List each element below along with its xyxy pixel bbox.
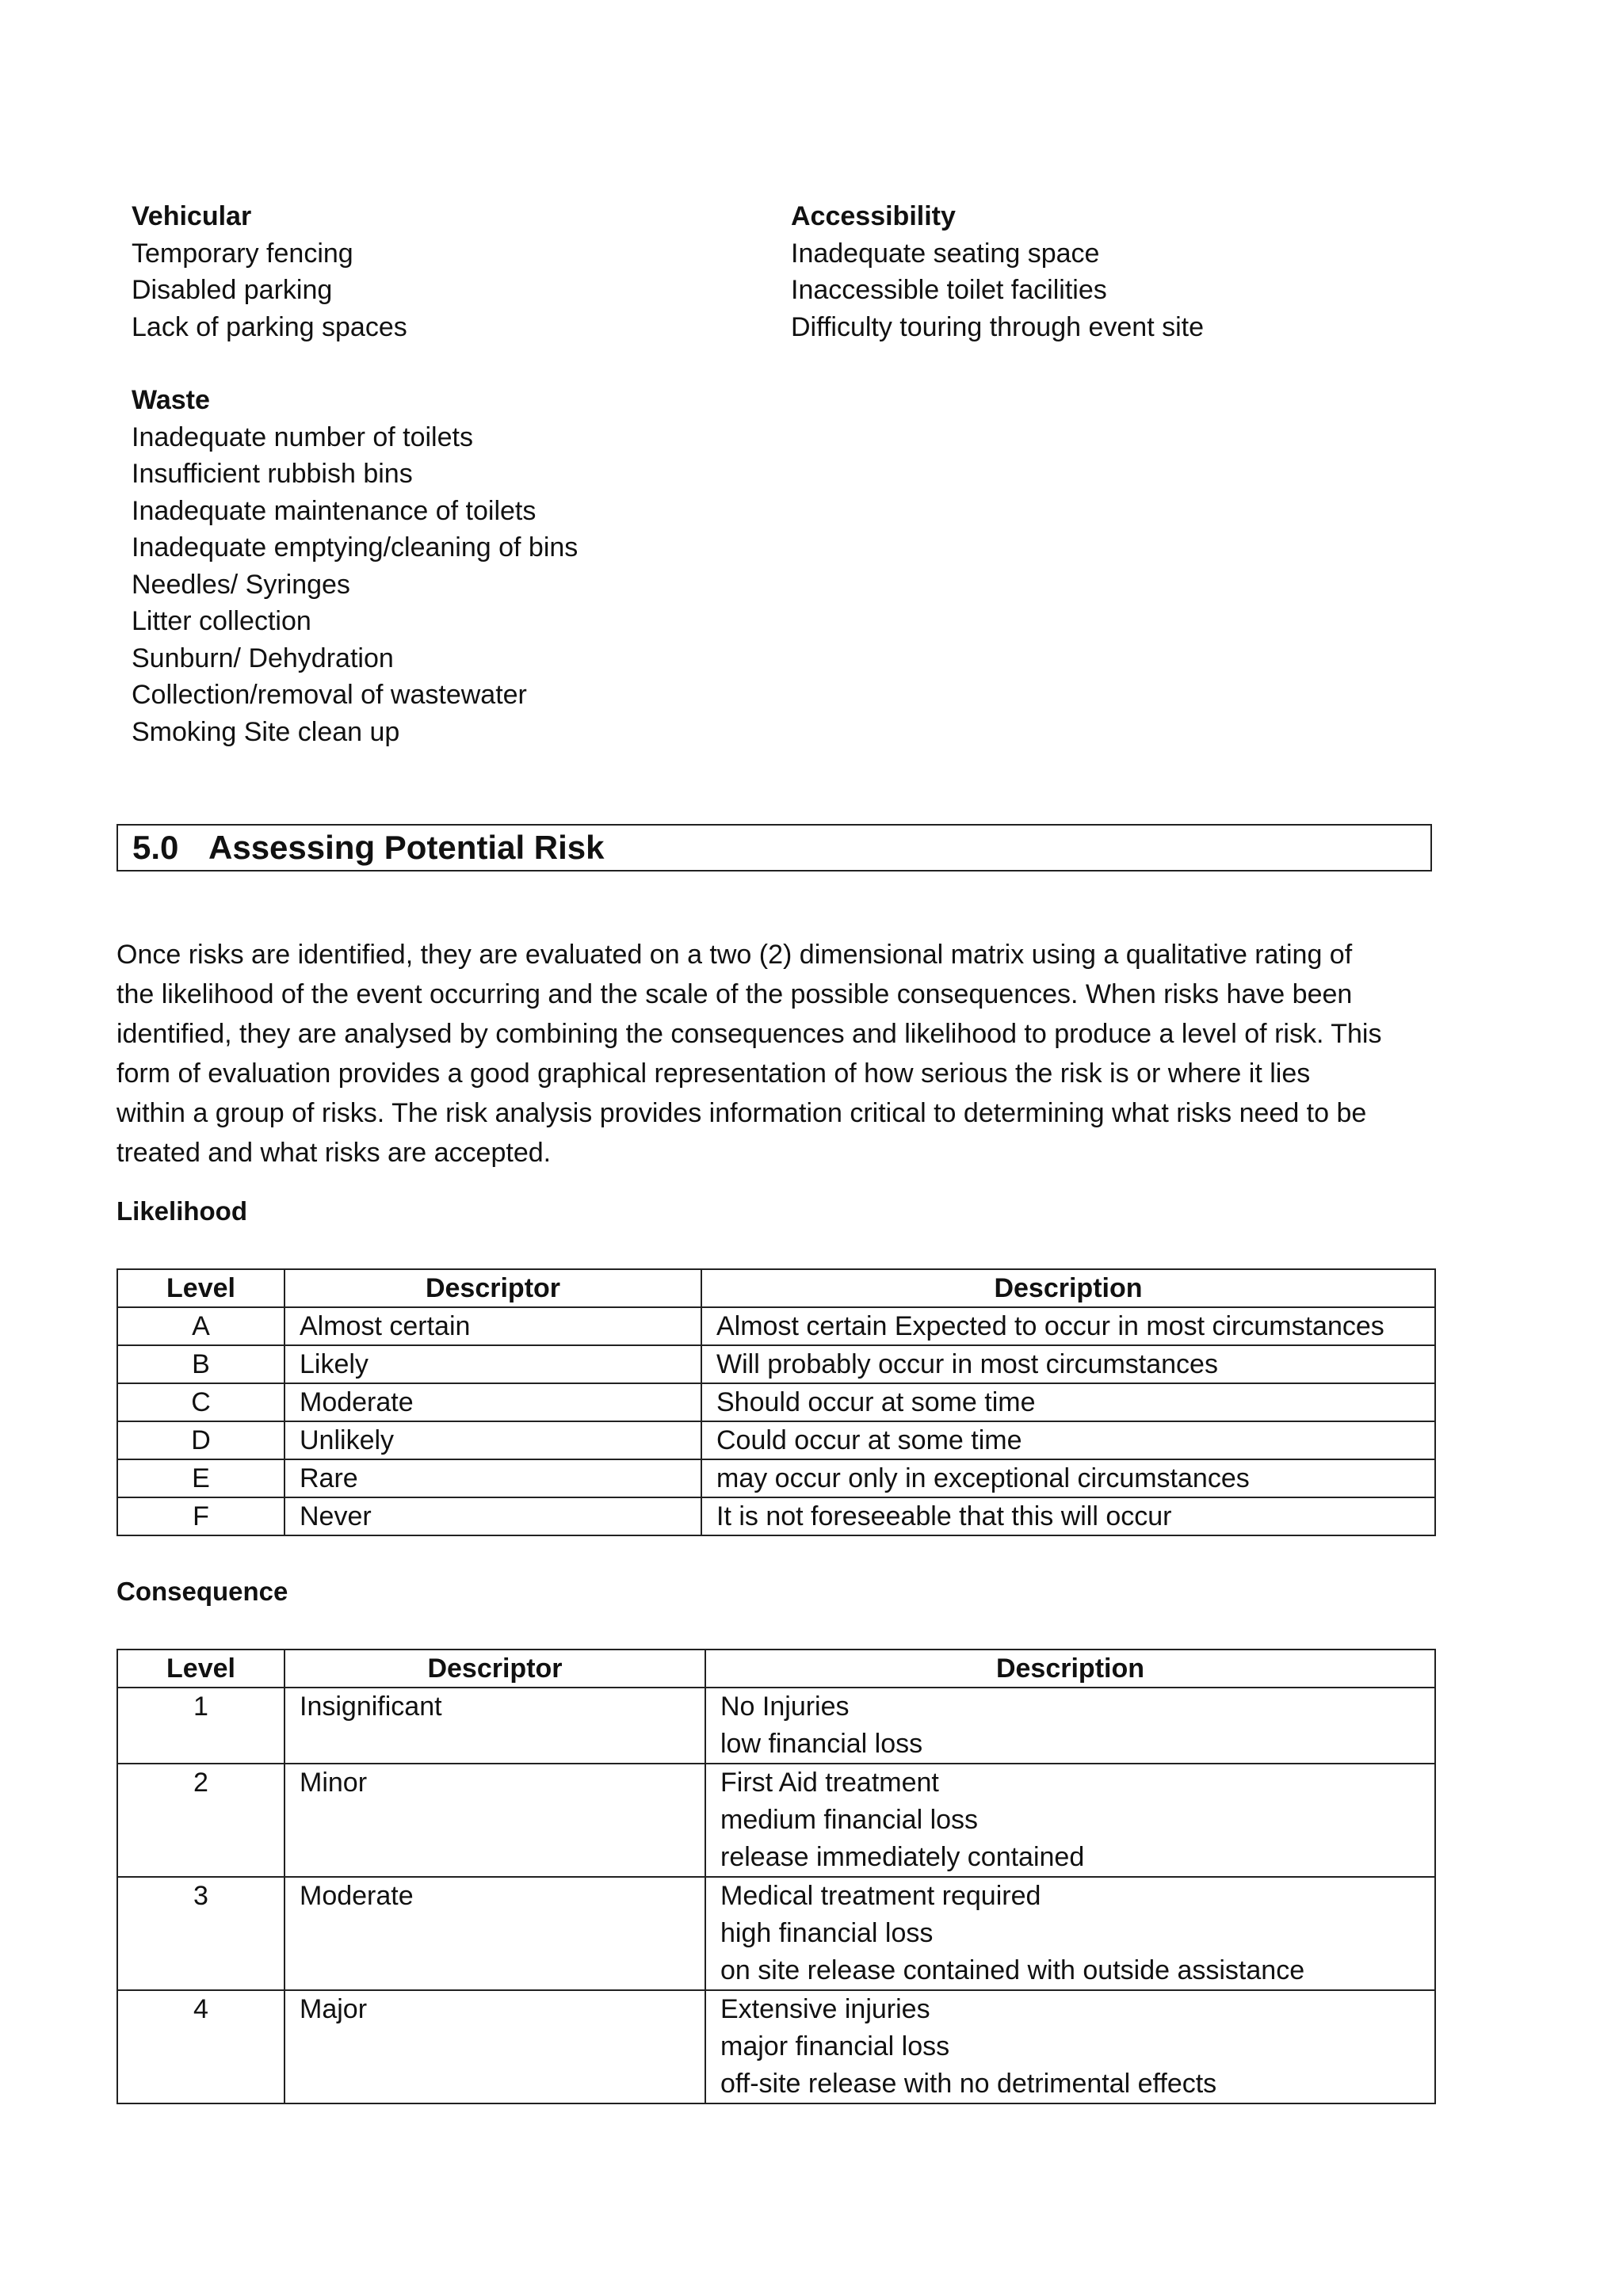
list-item: Needles/ Syringes bbox=[132, 569, 350, 600]
description-cell: Should occur at some time bbox=[701, 1383, 1435, 1421]
intro-paragraph bbox=[116, 935, 1448, 1173]
table-row bbox=[117, 1307, 1435, 1345]
section-heading-box bbox=[116, 824, 1432, 871]
descriptor-cell: Almost certain bbox=[285, 1307, 701, 1345]
column-header-description: Description bbox=[705, 1650, 1435, 1688]
consequence-table bbox=[116, 1649, 1436, 2104]
description-line: First Aid treatment bbox=[720, 1768, 939, 1798]
description-cell: Could occur at some time bbox=[701, 1421, 1435, 1459]
description-cell: Will probably occur in most circumstances bbox=[701, 1345, 1435, 1383]
likelihood-heading: Likelihood bbox=[116, 1196, 247, 1226]
level-cell: B bbox=[117, 1345, 285, 1383]
table-row bbox=[117, 1459, 1435, 1497]
description-cell: It is not foreseeable that this will occur bbox=[701, 1497, 1435, 1535]
description-line: Medical treatment required bbox=[720, 1881, 1041, 1911]
level-cell: A bbox=[117, 1307, 285, 1345]
section-title bbox=[118, 829, 605, 867]
descriptor-cell: Minor bbox=[285, 1764, 705, 1877]
description-line: No Injuries bbox=[720, 1691, 850, 1722]
list-item: Sunburn/ Dehydration bbox=[132, 643, 394, 673]
list-item: Inadequate number of toilets bbox=[132, 421, 473, 452]
descriptor-cell: Likely bbox=[285, 1345, 701, 1383]
level-cell: 3 bbox=[117, 1877, 285, 1990]
paragraph-line: identified, they are analysed by combining the consequences and likelihood to produce a level of risk. This bbox=[116, 1019, 1382, 1049]
level-cell: 4 bbox=[117, 1990, 285, 2103]
paragraph-line: within a group of risks. The risk analysis provides information critical to determining what risks need to be bbox=[116, 1098, 1367, 1128]
table-row bbox=[117, 1345, 1435, 1383]
section-title-text: Assessing Potential Risk bbox=[208, 829, 605, 866]
list-item: Smoking Site clean up bbox=[132, 716, 400, 747]
accessibility-heading: Accessibility bbox=[791, 201, 956, 231]
list-item: Inadequate seating space bbox=[791, 238, 1100, 269]
list-item: Inadequate emptying/cleaning of bins bbox=[132, 532, 579, 563]
column-header-descriptor: Descriptor bbox=[285, 1650, 705, 1688]
list-item: Litter collection bbox=[132, 606, 311, 636]
descriptor-cell: Never bbox=[285, 1497, 701, 1535]
paragraph-line: Once risks are identified, they are evaluated on a two (2) dimensional matrix using a qualitative rating of bbox=[116, 940, 1353, 970]
list-item: Collection/removal of wastewater bbox=[132, 680, 527, 710]
column-header-descriptor: Descriptor bbox=[285, 1269, 701, 1307]
description-line: medium financial loss bbox=[720, 1805, 979, 1835]
level-cell: F bbox=[117, 1497, 285, 1535]
list-item: Insufficient rubbish bins bbox=[132, 459, 413, 489]
description-cell bbox=[705, 1877, 1435, 1990]
level-cell: D bbox=[117, 1421, 285, 1459]
description-line: on site release contained with outside assistance bbox=[720, 1955, 1305, 1985]
column-header-level: Level bbox=[117, 1650, 285, 1688]
descriptor-cell: Rare bbox=[285, 1459, 701, 1497]
list-item: Inadequate maintenance of toilets bbox=[132, 495, 537, 526]
description-line: major financial loss bbox=[720, 2031, 950, 2061]
consequence-heading: Consequence bbox=[116, 1577, 288, 1606]
table-row bbox=[117, 1421, 1435, 1459]
list-item: Disabled parking bbox=[132, 275, 333, 305]
list-item: Inaccessible toilet facilities bbox=[791, 275, 1107, 305]
level-cell: C bbox=[117, 1383, 285, 1421]
table-header-row bbox=[117, 1269, 1435, 1307]
accessibility-list bbox=[791, 198, 1204, 345]
level-cell: E bbox=[117, 1459, 285, 1497]
description-cell: may occur only in exceptional circumstances bbox=[701, 1459, 1435, 1497]
description-line: release immediately contained bbox=[720, 1842, 1085, 1872]
list-item: Temporary fencing bbox=[132, 238, 353, 269]
description-cell bbox=[705, 1990, 1435, 2103]
descriptor-cell: Major bbox=[285, 1990, 705, 2103]
column-header-description: Description bbox=[701, 1269, 1435, 1307]
section-number: 5.0 bbox=[132, 829, 179, 866]
column-header-level: Level bbox=[117, 1269, 285, 1307]
list-item: Difficulty touring through event site bbox=[791, 311, 1204, 342]
paragraph-line: treated and what risks are accepted. bbox=[116, 1138, 552, 1168]
table-row bbox=[117, 1383, 1435, 1421]
likelihood-table bbox=[116, 1268, 1436, 1536]
paragraph-line: the likelihood of the event occurring and the scale of the possible consequences. When risks have been bbox=[116, 979, 1353, 1009]
table-row bbox=[117, 1990, 1435, 2103]
descriptor-cell: Moderate bbox=[285, 1383, 701, 1421]
table-row bbox=[117, 1497, 1435, 1535]
level-cell: 2 bbox=[117, 1764, 285, 1877]
table-row bbox=[117, 1877, 1435, 1990]
waste-heading: Waste bbox=[132, 385, 210, 415]
description-line: high financial loss bbox=[720, 1918, 934, 1948]
description-line: low financial loss bbox=[720, 1729, 923, 1759]
table-header-row bbox=[117, 1650, 1435, 1688]
paragraph-line: form of evaluation provides a good graphical representation of how serious the risk is or where it lies bbox=[116, 1058, 1311, 1089]
waste-list bbox=[132, 382, 578, 750]
descriptor-cell: Moderate bbox=[285, 1877, 705, 1990]
table-row bbox=[117, 1688, 1435, 1764]
description-cell bbox=[705, 1764, 1435, 1877]
level-cell: 1 bbox=[117, 1688, 285, 1764]
description-line: off-site release with no detrimental effects bbox=[720, 2069, 1217, 2099]
description-cell bbox=[705, 1688, 1435, 1764]
description-line: Extensive injuries bbox=[720, 1994, 930, 2024]
descriptor-cell: Unlikely bbox=[285, 1421, 701, 1459]
list-item: Lack of parking spaces bbox=[132, 311, 407, 342]
vehicular-heading: Vehicular bbox=[132, 201, 252, 231]
descriptor-cell: Insignificant bbox=[285, 1688, 705, 1764]
table-row bbox=[117, 1764, 1435, 1877]
description-cell: Almost certain Expected to occur in most circumstances bbox=[701, 1307, 1435, 1345]
vehicular-list bbox=[132, 198, 407, 345]
